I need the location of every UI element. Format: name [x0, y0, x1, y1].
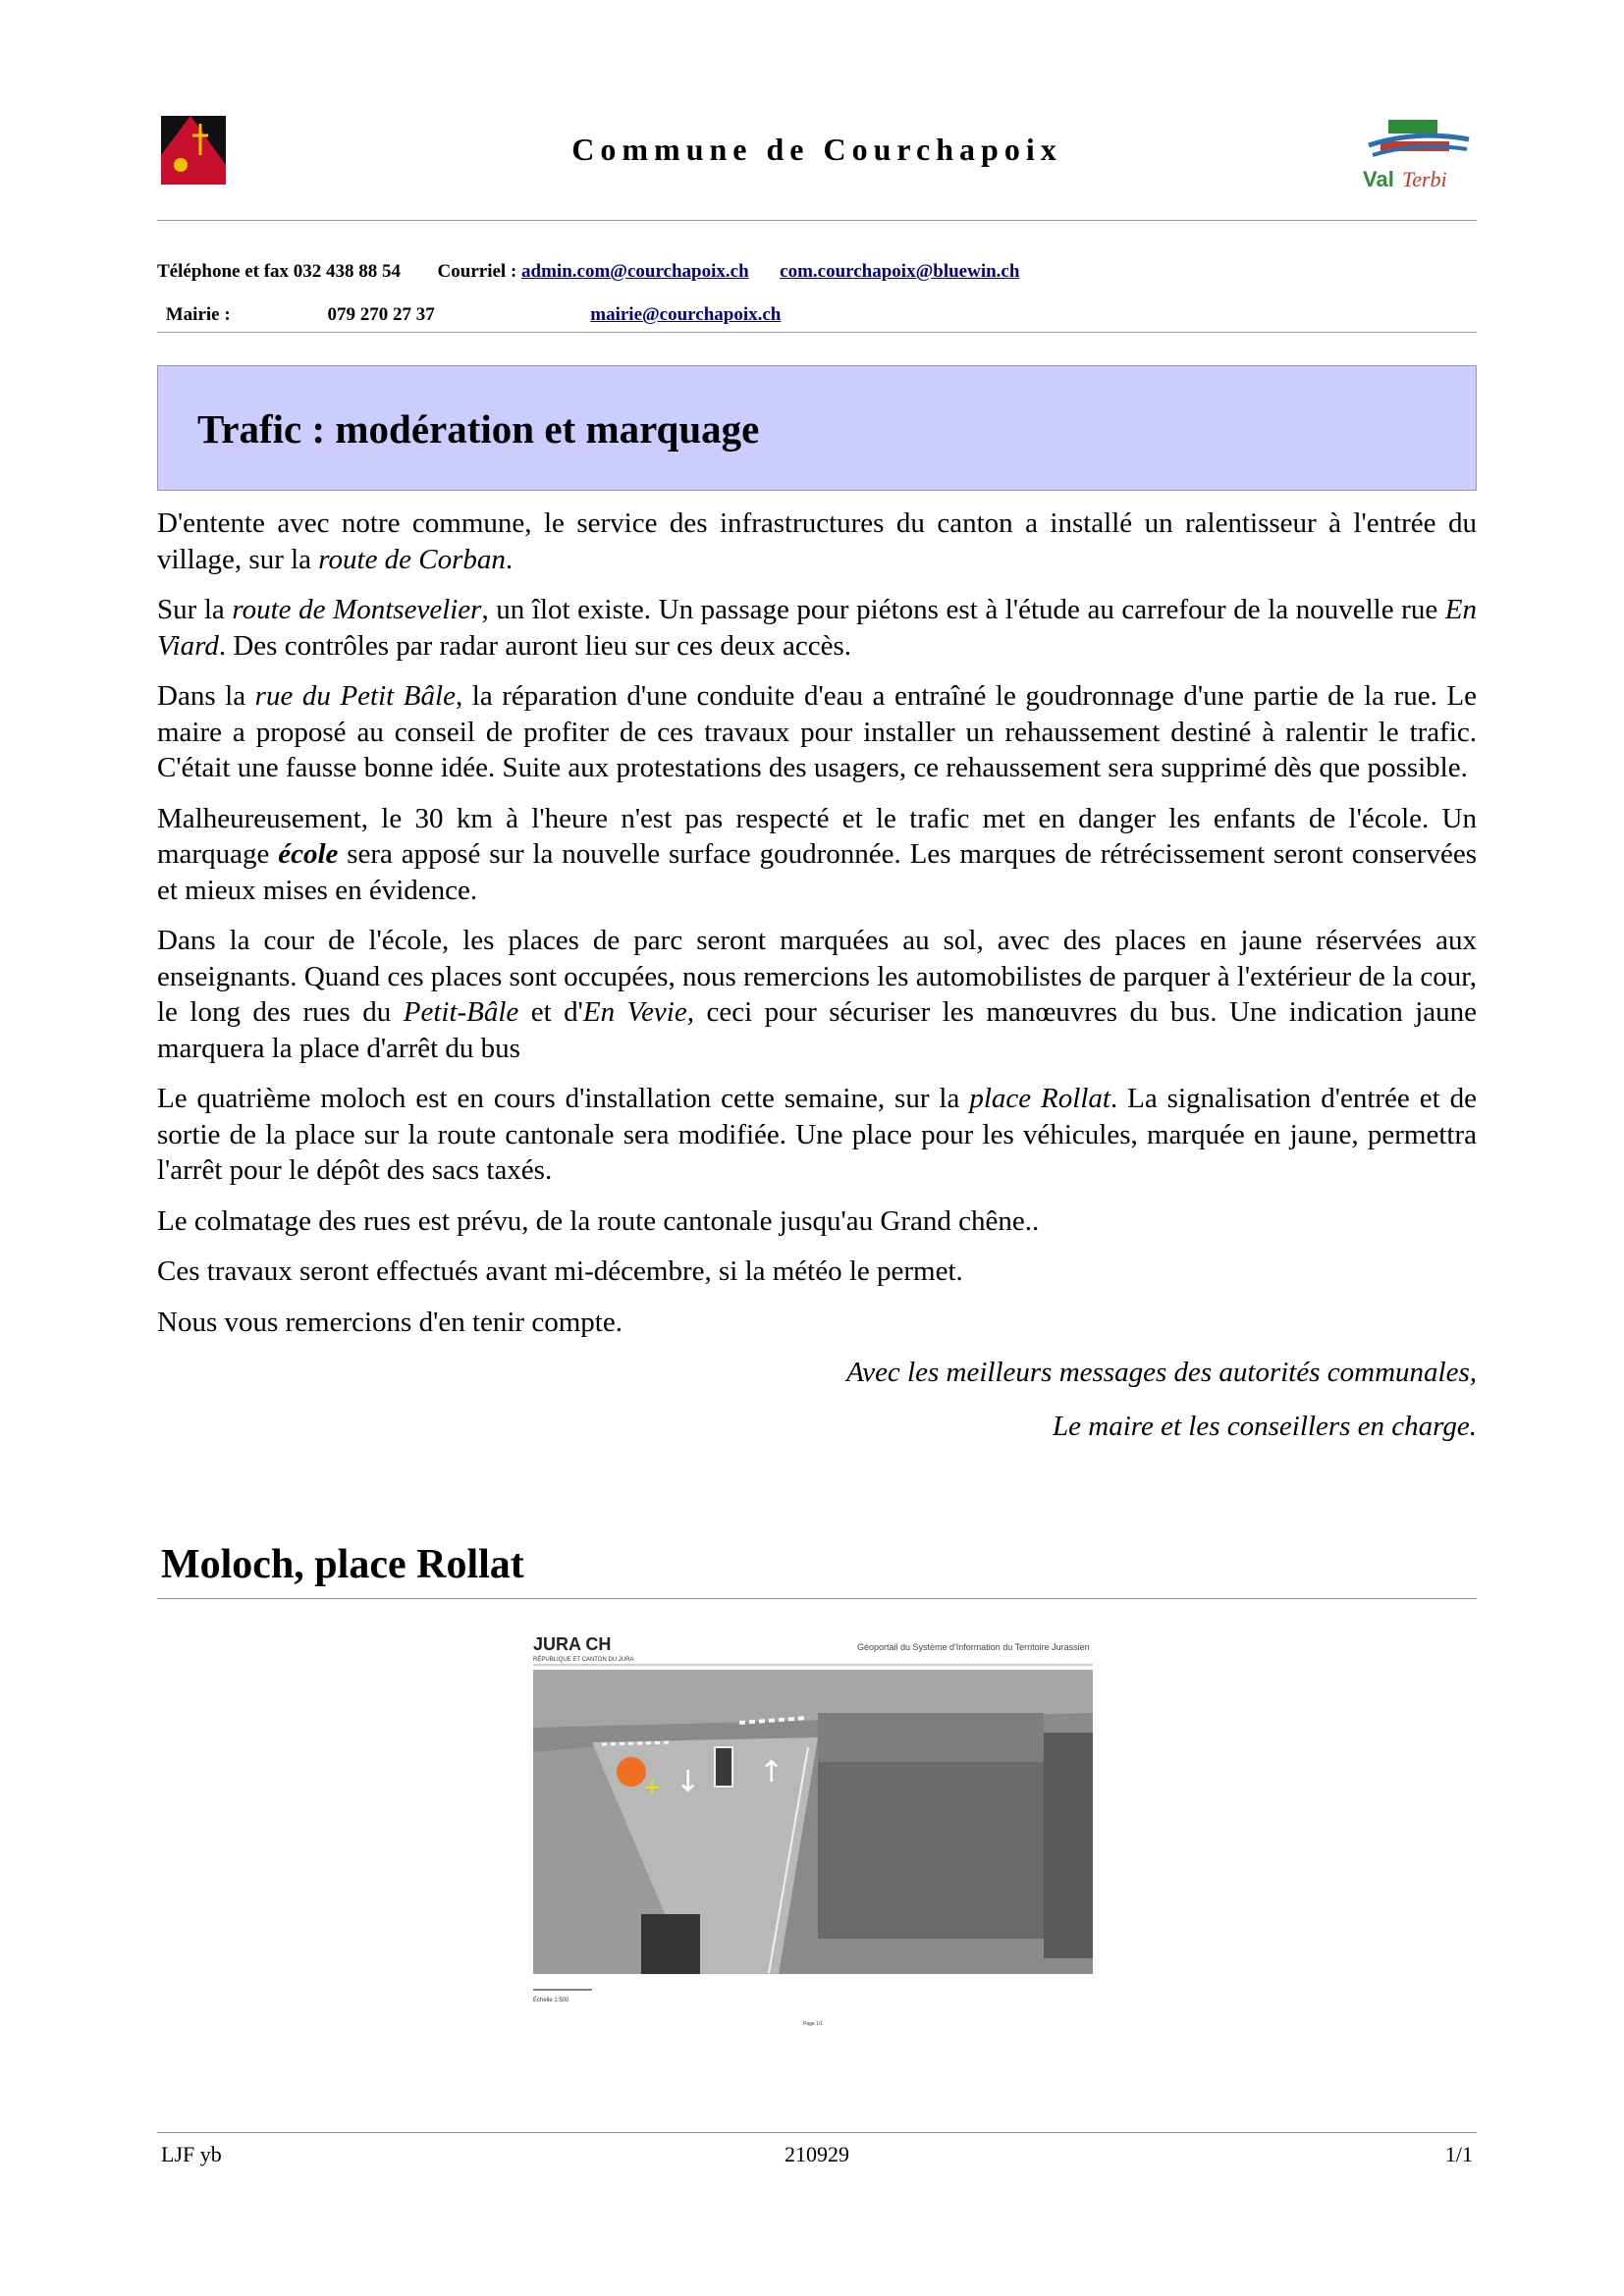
paragraph-1: D'entente avec notre commune, le service des infrastructures du canton a installé un ralentisseur à l'entrée du village, sur la route de Corban. [157, 507, 1477, 575]
map-scale: Échelle 1:500 [533, 1998, 569, 2003]
contact-line-2 [157, 304, 781, 326]
mairie-label: Mairie : [165, 304, 231, 325]
svg-text:↑: ↑ [759, 1755, 785, 1789]
footer-date-code: 210929 [785, 2142, 849, 2166]
map-portal-title: Géoportail du Système d'Information du Territoire Jurassien [857, 1642, 1090, 1652]
aerial-photo [533, 1670, 1093, 1974]
valterbi-logo [1359, 116, 1477, 200]
svg-text:Val: Val [1363, 167, 1394, 191]
aerial-map-figure [533, 1634, 1103, 2027]
map-page: Page 1/1 [803, 2021, 824, 2027]
footer-initials: LJF yb [161, 2142, 222, 2166]
header-divider [157, 220, 1477, 221]
email-link-bluewin[interactable]: com.courchapoix@bluewin.ch [780, 261, 1020, 282]
email-label: Courriel : [437, 261, 517, 282]
letterhead [157, 110, 1477, 208]
contact-divider [157, 332, 1477, 333]
document-page [157, 0, 1477, 2296]
signature-line-2: Le maire et les conseillers en charge. [1053, 1410, 1477, 1442]
paragraph-4: Malheureusement, le 30 km à l'heure n'est pas respecté et le trafic met en danger les enfants de l'école. Un marquage école sera apposé sur la nouvelle surface goudronnée. Les marques de rétrécissement seront conservées et mieux mises en évidence. [157, 802, 1477, 906]
paragraph-2: Sur la route de Montsevelier, un îlot existe. Un passage pour piétons est à l'étude au carrefour de la nouvelle rue En Viard. Des contrôles par radar auront lieu sur ces deux accès. [157, 594, 1477, 662]
paragraph-3: Dans la rue du Petit Bâle, la réparation d'une conduite d'eau a entraîné le goudronnage d'une partie de la rue. Le maire a proposé au conseil de profiter de ces travaux pour installer un rehaussement destiné à ralentir le trafic. C'était une fausse bonne idée. Suite aux protestations des usagers, ce rehaussement sera supprimé dès que possible. [157, 680, 1478, 783]
map-brand-sub: RÉPUBLIQUE ET CANTON DU JURA [533, 1657, 634, 1663]
svg-text:+: + [643, 1776, 662, 1800]
signature-line-1: Avec les meilleurs messages des autorités communales, [846, 1357, 1477, 1388]
phone-fax-label: Téléphone et fax 032 438 88 54 [157, 261, 402, 282]
section-divider [157, 1598, 1477, 1599]
paragraph-7: Le colmatage des rues est prévu, de la route cantonale jusqu'au Grand chêne.. [157, 1204, 1040, 1237]
moloch-marker [617, 1757, 646, 1787]
svg-text:Terbi: Terbi [1402, 167, 1447, 191]
map-brand: JURA CH [533, 1634, 612, 1654]
mairie-phone: 079 270 27 37 [327, 304, 435, 325]
title-banner [157, 365, 1477, 491]
section-title: Moloch, place Rollat [161, 1542, 524, 1587]
contact-line-1 [157, 261, 1019, 283]
paragraph-8: Ces travaux seront effectués avant mi-décembre, si la météo le permet. [157, 1255, 963, 1287]
email-link-admin[interactable]: admin.com@courchapoix.ch [521, 261, 749, 282]
footer-page-number: 1/1 [1444, 2142, 1473, 2166]
paragraph-5: Dans la cour de l'école, les places de parc seront marquées au sol, avec des places en jaune réservées aux enseignants. Quand ces places sont occupées, nous remercions les automobilistes de parquer à l'extérieur de la cour, le long des rues du Petit-Bâle et d'En Vevie, ceci pour sécuriser les manœuvres du bus. Une indication jaune marquera la place d'arrêt du bus [157, 925, 1477, 1064]
paragraph-9: Nous vous remercions d'en tenir compte. [157, 1306, 623, 1338]
article-body [157, 506, 1477, 1462]
svg-text:↓: ↓ [676, 1765, 701, 1799]
page-title: Commune de Courchapoix [571, 132, 1062, 167]
banner-title: Trafic : modération et marquage [197, 406, 760, 452]
paragraph-6: Le quatrième moloch est en cours d'installation cette semaine, sur la place Rollat. La signalisation d'entrée et de sortie de la place sur la route cantonale sera modifiée. Une place pour les véhicules, marquée en jaune, permettra l'arrêt pour le dépôt des sacs taxés. [157, 1083, 1477, 1186]
footer-divider [157, 2132, 1477, 2133]
email-link-mairie[interactable]: mairie@courchapoix.ch [590, 304, 782, 325]
